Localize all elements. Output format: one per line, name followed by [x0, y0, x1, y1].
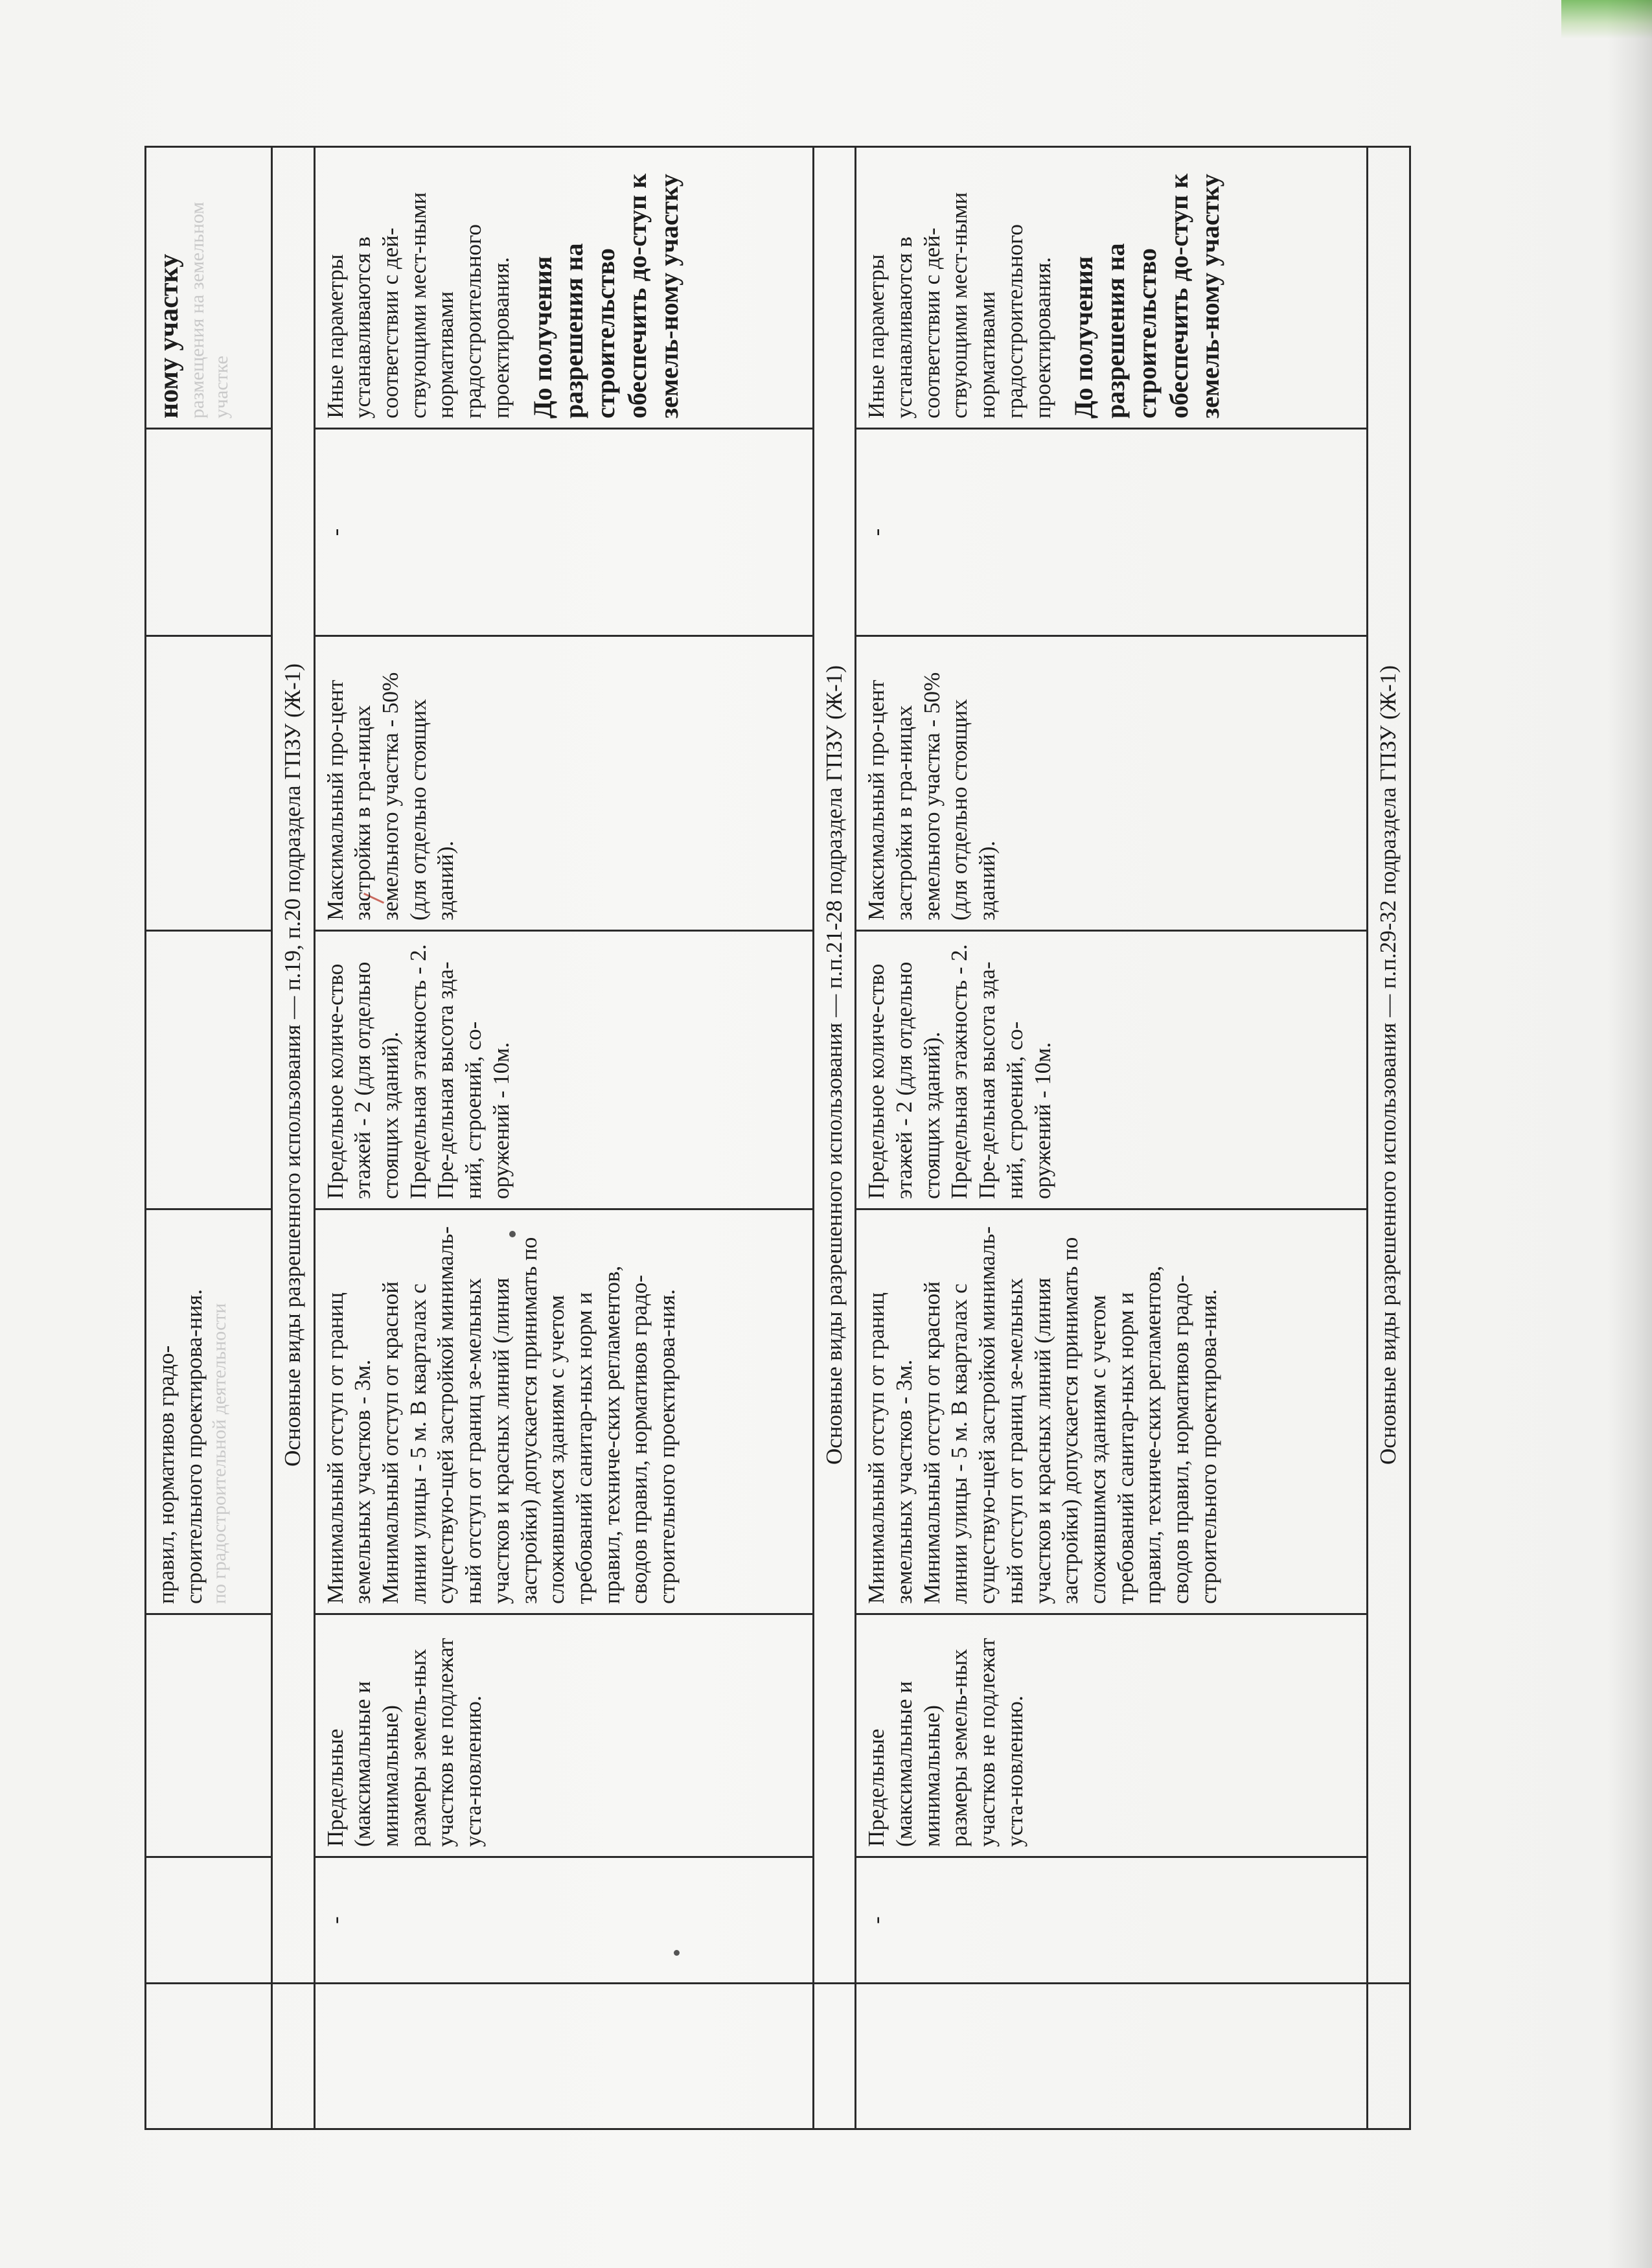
cell-setbacks: Минимальный отступ от границ земельных участков - 3м. Минимальный отступ от красной линии улицы - 5 м. В кварталах с существую-щей застройкой минималь-ный отступ от границ зе-мельных участков и красных линий (линия застройки) допускается принимать по сложившимся зданиям с учетом требований санитар-ных норм и правил, техниче-ских регламентов, сводов правил, нормативов градо-строительного проектирова-ния.	[856, 1209, 1368, 1614]
cell-dash: -	[314, 429, 813, 636]
cell-empty	[146, 636, 272, 931]
header-access-text: ному участку	[154, 253, 184, 418]
cell-built-up-percent: Максимальный про-цент застройки в гра-ницах земельного участка - 50% (для отдельно стоящих зданий).	[856, 636, 1368, 931]
header-norms-faint-text: по градостроительной деятельности	[209, 1303, 231, 1604]
section-title: Основные виды разрешенного использования — п.п.21-28 подраздела ГПЗУ (Ж-1)	[813, 147, 856, 1984]
cell-floors-height: Предельное количе-ство этажей - 2 (для отдельно стоящих зданий). Предельная этажность - 2. Пре-дельная высота зда-ний, строений, со-оружений - 10м.	[856, 931, 1368, 1209]
cell-built-up-percent: Максимальный про-цент застройки в гра-ницах земельного участка - 50% (для отдельно стоящих зданий).	[314, 636, 813, 931]
rotated-table-sheet	[144, 148, 1401, 2130]
cell-empty	[314, 1984, 813, 2129]
cell-empty	[146, 1614, 272, 1857]
cell-empty	[146, 1857, 272, 1984]
section-title-row	[1368, 147, 1410, 2129]
access-requirement-text: До получения разрешения на строительство обеспечить до-ступ к земель-ному участку	[527, 173, 683, 418]
section-title-row	[813, 147, 856, 2129]
cell-empty	[146, 1984, 272, 2129]
cell-empty	[146, 429, 272, 636]
section-title: Основные виды разрешенного использования — п.п.29-32 подраздела ГПЗУ (Ж-1)	[1368, 147, 1410, 1984]
cell-other-parameters	[856, 147, 1368, 429]
cell-header-access	[146, 147, 272, 429]
cell-other-parameters	[314, 147, 813, 429]
cell-setbacks: Минимальный отступ от границ земельных участков - 3м. Минимальный отступ от красной линии улицы - 5 м. В кварталах с существую-щей застройкой минималь-ный отступ от границ зе-мельных участков и красных линий (линия застройки) допускается принимать по сложившимся зданиям с учетом требований санитар-ных норм и правил, техниче-ских регламентов, сводов правил, нормативов градо-строительного проектирова-ния.	[314, 1209, 813, 1614]
access-requirement-text: До получения разрешения на строительство обеспечить до-ступ к земель-ному участку	[1069, 173, 1225, 418]
table-row	[856, 147, 1368, 2129]
table-row-header-continuation	[146, 147, 272, 2129]
cell-dash: -	[314, 1857, 813, 1984]
cell-land-plot-size: Предельные (максимальные и минимальные) размеры земель-ных участков не подлежат уста-новлению.	[314, 1614, 813, 1857]
header-norms-text: правил, нормативов градо-строительного проектирова-ния.	[154, 1289, 207, 1604]
cell-floors-height: Предельное количе-ство этажей - 2 (для отдельно стоящих зданий). Предельная этажность - 2. Пре-дельная высота зда-ний, строений, со-оружений - 10м.	[314, 931, 813, 1209]
other-parameters-text: Иные параметры устанавливаются в соответствии с дей-ствующими мест-ными нормативами градостроительного проектирования.	[322, 192, 514, 418]
cell-header-norms	[146, 1209, 272, 1614]
page-edge-shadow	[1607, 0, 1652, 2268]
cell-dash: -	[856, 429, 1368, 636]
section-title: Основные виды разрешенного использования — п.19, п.20 подраздела ГПЗУ (Ж-1)	[272, 147, 315, 1984]
cell-land-plot-size: Предельные (максимальные и минимальные) размеры земель-ных участков не подлежат уста-новлению.	[856, 1614, 1368, 1857]
header-access-faint-text: размещения на земельном участке	[187, 201, 232, 418]
regulations-table	[144, 146, 1411, 2130]
section-title-row	[272, 147, 315, 2129]
cell-empty	[146, 931, 272, 1209]
cell-dash: -	[856, 1857, 1368, 1984]
other-parameters-text: Иные параметры устанавливаются в соответствии с дей-ствующими мест-ными нормативами градостроительного проектирования.	[864, 192, 1055, 418]
table-row	[314, 147, 813, 2129]
cell-empty	[856, 1984, 1368, 2129]
